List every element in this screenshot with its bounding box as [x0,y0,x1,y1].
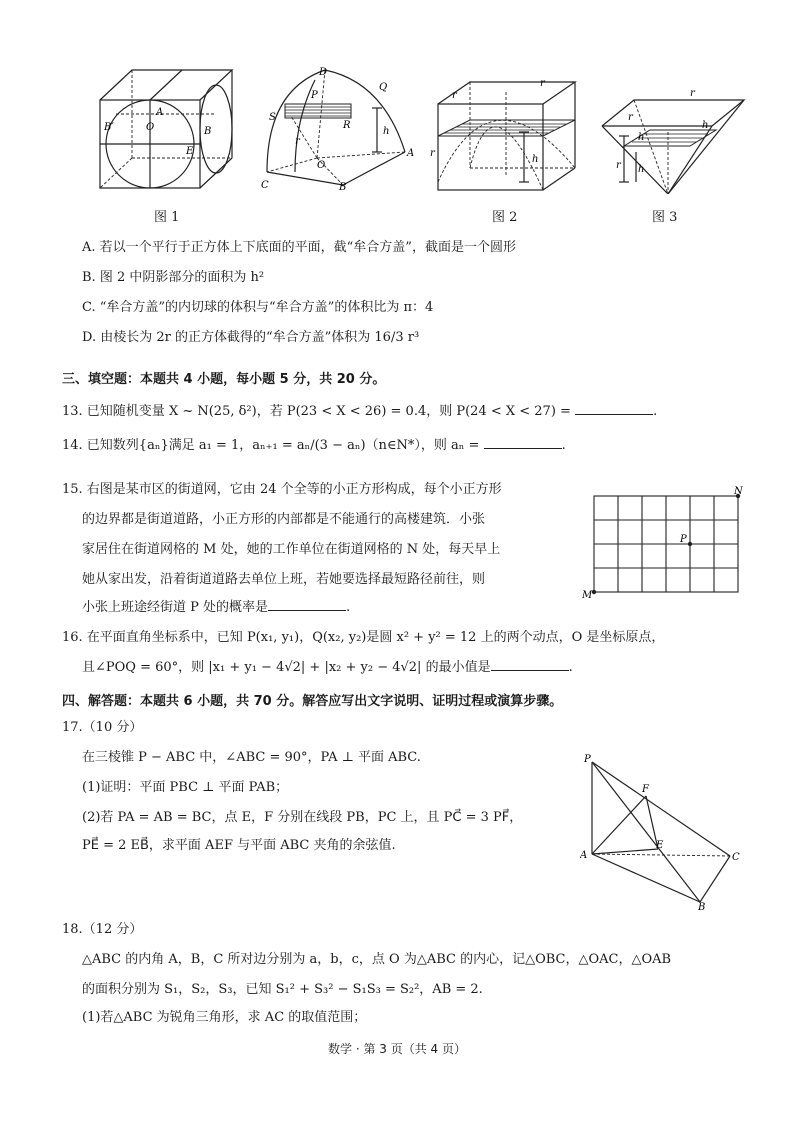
svg-text:h: h [638,164,645,175]
svg-text:R: R [343,120,351,131]
svg-text:O: O [317,160,326,171]
question-14-text: 14. 已知数列{aₙ}满足 a₁ = 1，aₙ₊₁ = aₙ/(3 − aₙ)（n∈N*），则 aₙ = [62,438,484,453]
answer-blank-16[interactable] [491,658,569,671]
svg-text:E: E [186,146,194,157]
question-17-line-1: 在三棱锥 P − ABC 中，∠ABC = 90°，PA ⊥ 平面 ABC. [82,750,421,765]
figure-1-mouhe-fanggai [255,60,420,192]
option-a: A. 若以一个平行于正方体上下底面的平面，截“牟合方盖”，截面是一个圆形 [82,240,516,255]
svg-text:B′: B′ [104,122,114,133]
svg-text:r: r [690,88,695,99]
label-p: P [680,534,687,545]
answer-blank-15[interactable] [268,598,346,611]
svg-text:h: h [383,126,390,137]
svg-text:r: r [452,90,457,101]
figure-1-caption: 图 1 [154,210,180,225]
option-c: C. “牟合方盖”的内切球的体积与“牟合方盖”的体积比为 π：4 [82,300,434,315]
svg-text:h: h [702,120,709,131]
question-15-line-3: 家居住在街道网格的 M 处，她的工作单位在街道网格的 N 处，每天早上 [82,542,501,557]
label-n: N [734,486,743,497]
answer-blank-14[interactable] [484,436,562,449]
question-17-line-4: PE⃗ = 2 EB⃗，求平面 AEF 与平面 ABC 夹角的余弦值. [82,838,396,853]
question-18-line-1: △ABC 的内角 A，B，C 所对边分别为 a，b，c，点 O 为△ABC 的内心，记△OBC，△OAC，△OAB [82,952,672,967]
question-18-title: 18.（12 分） [62,922,143,937]
answer-blank-13[interactable] [575,402,653,415]
svg-text:A: A [156,107,164,118]
label-b: B [698,902,706,910]
label-m: M [582,590,593,601]
svg-text:O: O [146,122,155,133]
svg-text:Q: Q [379,82,388,93]
figure-2-cube-hemisphere [430,76,580,194]
question-16-line-1: 16. 在平面直角坐标系中，已知 P(x₁, y₁)，Q(x₂, y₂)是圆 x² + y² = 12 上的两个动点，O 是坐标原点， [62,630,665,645]
question-13-text: 13. 已知随机变量 X ~ N(25, δ²)，若 P(23 < X < 26) = 0.4，则 P(24 < X < 27) = [62,404,576,419]
svg-text:D: D [319,67,328,78]
figure-2-caption: 图 2 [492,210,518,225]
section-3-heading: 三、填空题：本题共 4 小题，每小题 5 分，共 20 分。 [62,372,386,387]
label-a: A [580,850,588,861]
grid-point-p [688,542,692,546]
figure-1-cube-sphere [96,60,236,192]
question-18-line-3: (1)若△ABC 为锐角三角形，求 AC 的取值范围； [82,1010,367,1025]
question-15-text: 小张上班途经街道 P 处的概率是 [82,600,269,615]
svg-text:C: C [261,180,269,191]
label-f: F [642,784,649,795]
svg-text:r: r [295,136,300,147]
svg-text:S: S [269,112,276,123]
label-c: C [732,852,740,863]
question-15-line-4: 她从家出发，沿着街道道路去单位上班，若她要选择最短路径前往，则 [82,572,486,587]
svg-text:B: B [204,126,212,137]
question-16-text: 且∠POQ = 60°，则 |x₁ + y₁ − 4√2| + |x₂ + y₂ − 4√2| 的最小值是 [82,660,491,675]
question-15-line-1: 15. 右图是某市区的街道网，它由 24 个全等的小正方形构成，每个小正方形 [62,482,502,497]
svg-text:h: h [532,154,539,165]
figure-3-inverted-pyramid [598,76,748,194]
section-4-heading: 四、解答题：本题共 6 小题，共 70 分。解答应写出文字说明、证明过程或演算步骤。 [62,694,563,709]
label-e: E [656,840,664,851]
label-p: P [584,754,591,765]
question-17-line-2: (1)证明：平面 PBC ⊥ 平面 PAB； [82,780,289,795]
question-18-line-2: 的面积分别为 S₁，S₂，S₃，已知 S₁² + S₃² − S₁S₃ = S₂²，AB = 2. [82,982,483,997]
question-13: 13. 已知随机变量 X ~ N(25, δ²)，若 P(23 < X < 26) = 0.4，则 P(24 < X < 27) = . [62,404,658,419]
option-d: D. 由棱长为 2r 的正方体截得的“牟合方盖”体积为 16/3 r³ [82,330,420,345]
street-grid-figure [582,484,752,602]
svg-text:A: A [407,148,415,159]
question-15-line-2: 的边界都是街道道路，小正方形的内部都是不能通行的高楼建筑．小张 [82,512,486,527]
svg-text:r: r [628,112,633,123]
question-14: 14. 已知数列{aₙ}满足 a₁ = 1，aₙ₊₁ = aₙ/(3 − aₙ)（n∈N*），则 aₙ = . [62,438,566,453]
svg-text:h: h [638,132,645,143]
svg-text:B: B [339,182,347,192]
question-15-line-5: 小张上班途经街道 P 处的概率是 . [82,600,351,615]
svg-text:r: r [616,160,621,171]
figure-3-caption: 图 3 [652,210,678,225]
question-16-line-2: 且∠POQ = 60°，则 |x₁ + y₁ − 4√2| + |x₂ + y₂ − 4√2| 的最小值是 . [82,660,573,675]
tetrahedron-figure [580,752,750,910]
svg-text:r: r [540,78,545,89]
question-17-line-3: (2)若 PA = AB = BC，点 E，F 分别在线段 PB，PC 上，且 PC⃗ = 3 PF⃗， [82,810,523,825]
page-footer: 数学 · 第 3 页（共 4 页） [328,1042,466,1056]
grid-point-m [592,590,596,594]
option-b: B. 图 2 中阴影部分的面积为 h² [82,270,265,285]
question-17-title: 17.（10 分） [62,720,143,735]
svg-text:r: r [430,148,435,159]
svg-text:P: P [311,90,318,101]
